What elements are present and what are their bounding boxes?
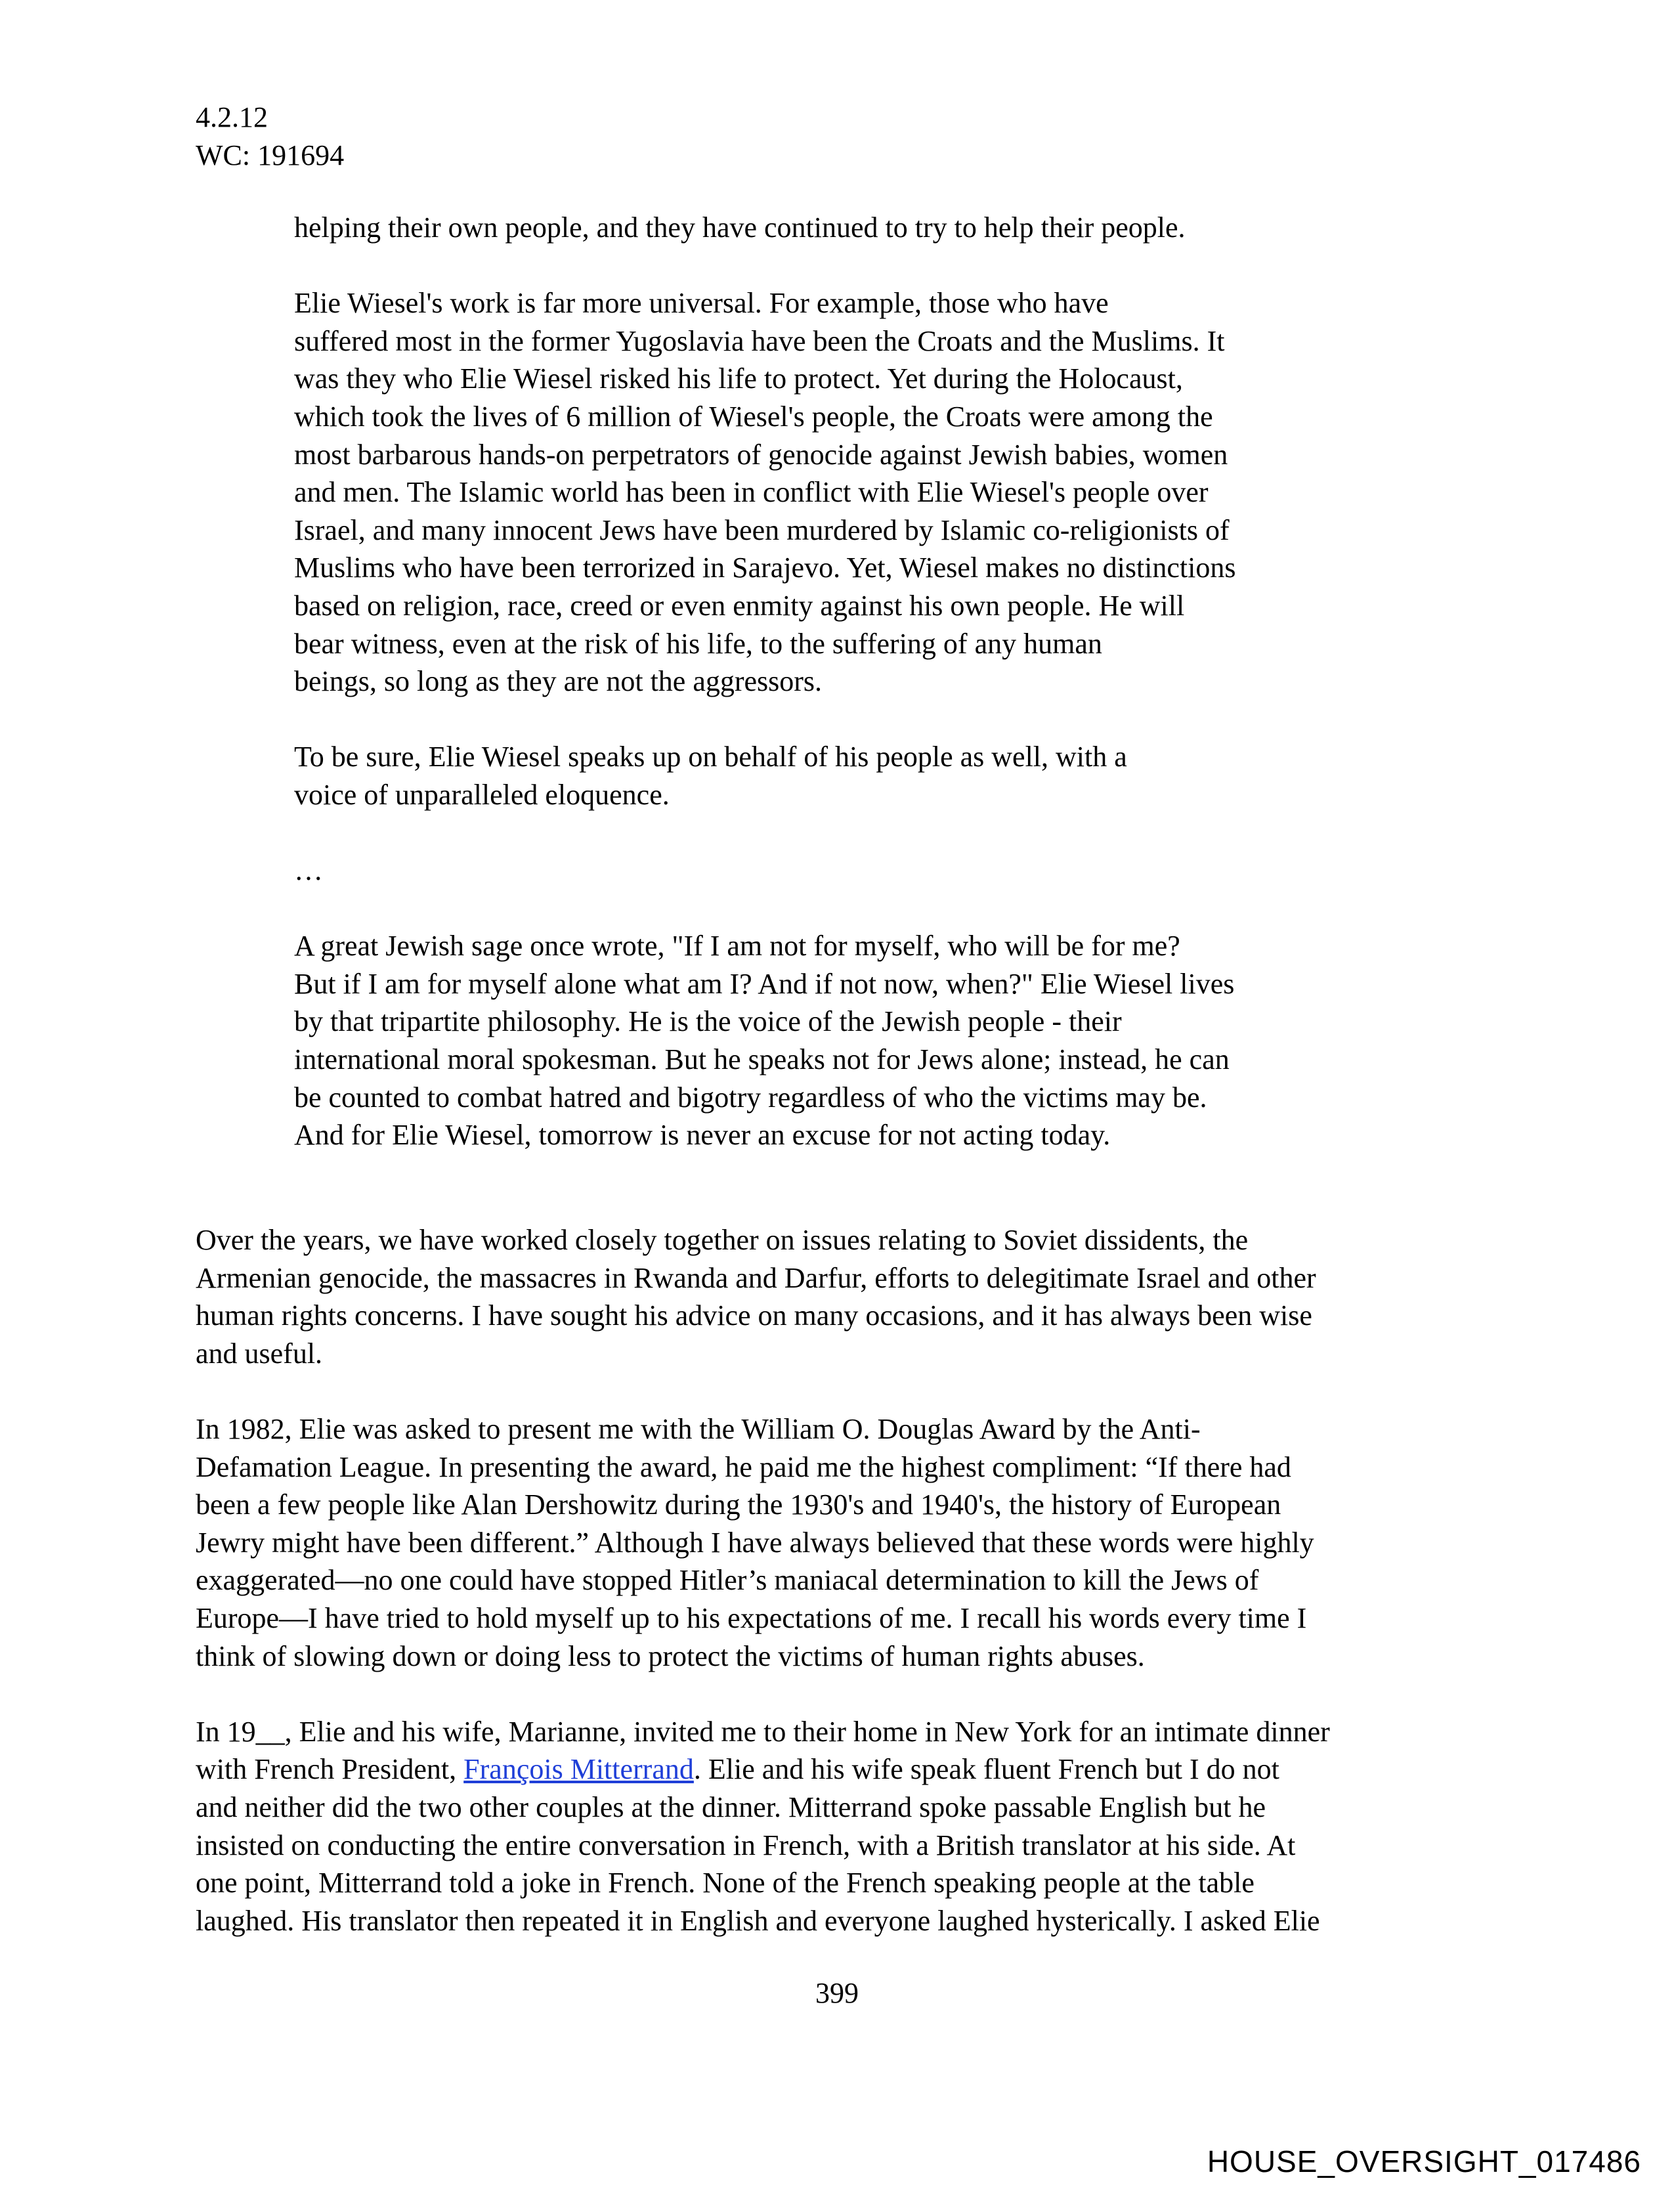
body-paragraph-2 xyxy=(196,1410,1495,1675)
text-line: most barbarous hands-on perpetrators of genocide against Jewish babies, women xyxy=(294,438,1228,471)
text-line: Europe—I have tried to hold myself up to his expectations of me. I recall his words every time I xyxy=(196,1601,1307,1634)
text-line: Jewry might have been different.” Although I have always believed that these words were highly xyxy=(196,1526,1314,1559)
text-line: was they who Elie Wiesel risked his life to protect. Yet during the Holocaust, xyxy=(294,362,1183,395)
body-paragraph-1 xyxy=(196,1221,1495,1372)
text-line: Armenian genocide, the massacres in Rwanda and Darfur, efforts to delegitimate Israel and other xyxy=(196,1261,1316,1294)
text-line: and men. The Islamic world has been in conflict with Elie Wiesel's people over xyxy=(294,476,1209,509)
text-line: suffered most in the former Yugoslavia have been the Croats and the Muslims. It xyxy=(294,324,1225,357)
text-line: voice of unparalleled eloquence. xyxy=(294,778,670,811)
text-line: and neither did the two other couples at the dinner. Mitterrand spoke passable English but he xyxy=(196,1790,1266,1823)
text-line: international moral spokesman. But he speaks not for Jews alone; instead, he can xyxy=(294,1043,1230,1076)
text-line: exaggerated—no one could have stopped Hitler’s maniacal determination to kill the Jews of xyxy=(196,1564,1259,1597)
text-line: Muslims who have been terrorized in Sarajevo. Yet, Wiesel makes no distinctions xyxy=(294,552,1236,584)
text-line: And for Elie Wiesel, tomorrow is never an excuse for not acting today. xyxy=(294,1119,1111,1152)
page-header xyxy=(196,98,344,175)
quote-paragraph-1 xyxy=(294,209,1410,247)
text-line: Defamation League. In presenting the award, he paid me the highest compliment: “If there had xyxy=(196,1450,1291,1483)
header-date: 4.2.12 xyxy=(196,101,268,133)
text-line: A great Jewish sage once wrote, "If I am not for myself, who will be for me? xyxy=(294,930,1180,963)
text-line: But if I am for myself alone what am I? And if not now, when?" Elie Wiesel lives xyxy=(294,967,1235,1000)
text-line: one point, Mitterrand told a joke in French. None of the French speaking people at the table xyxy=(196,1867,1255,1899)
text-line: insisted on conducting the entire conversation in French, with a British translator at his side. At xyxy=(196,1829,1296,1861)
text-line xyxy=(196,1750,1495,1789)
text-line: human rights concerns. I have sought his advice on many occasions, and it has always been wise xyxy=(196,1299,1312,1332)
text-line: helping their own people, and they have continued to try to help their people. xyxy=(294,211,1186,244)
bates-number: HOUSE_OVERSIGHT_017486 xyxy=(1207,2144,1641,2179)
text-line: Elie Wiesel's work is far more universal. For example, those who have xyxy=(294,287,1109,320)
text-line: and useful. xyxy=(196,1337,323,1370)
text-line: laughed. His translator then repeated it in English and everyone laughed hysterically. I asked Elie xyxy=(196,1904,1320,1937)
quote-paragraph-3 xyxy=(294,738,1410,813)
text-line: which took the lives of 6 million of Wiesel's people, the Croats were among the xyxy=(294,400,1213,433)
text-line: In 1982, Elie was asked to present me with the William O. Douglas Award by the Anti- xyxy=(196,1412,1201,1445)
mitterrand-link[interactable]: François Mitterrand xyxy=(463,1753,694,1786)
block-quote xyxy=(294,209,1410,1154)
page-number: 399 xyxy=(815,1977,859,2009)
text-line: be counted to combat hatred and bigotry regardless of who the victims may be. xyxy=(294,1081,1207,1114)
body-text xyxy=(196,1221,1495,1940)
text-fragment: . Elie and his wife speak fluent French but I do not xyxy=(693,1753,1279,1786)
text-line: beings, so long as they are not the aggressors. xyxy=(294,665,823,698)
text-line: based on religion, race, creed or even enmity against his own people. He will xyxy=(294,589,1185,622)
ellipsis: … xyxy=(294,854,323,887)
text-line: by that tripartite philosophy. He is the voice of the Jewish people - their xyxy=(294,1005,1122,1038)
text-line: In 19__, Elie and his wife, Marianne, invited me to their home in New York for an intimate dinner xyxy=(196,1715,1330,1748)
text-line: bear witness, even at the risk of his life, to the suffering of any human xyxy=(294,627,1102,660)
text-line: been a few people like Alan Dershowitz during the 1930's and 1940's, the history of European xyxy=(196,1488,1281,1521)
quote-paragraph-2 xyxy=(294,284,1410,701)
header-word-count: WC: 191694 xyxy=(196,139,345,171)
body-paragraph-3 xyxy=(196,1713,1495,1940)
text-line: To be sure, Elie Wiesel speaks up on behalf of his people as well, with a xyxy=(294,741,1127,773)
text-line: Over the years, we have worked closely together on issues relating to Soviet dissidents, the xyxy=(196,1224,1249,1256)
quote-paragraph-4 xyxy=(294,927,1410,1154)
text-line: Israel, and many innocent Jews have been murdered by Islamic co-religionists of xyxy=(294,513,1230,546)
text-fragment: with French President, xyxy=(196,1753,464,1786)
text-line: think of slowing down or doing less to protect the victims of human rights abuses. xyxy=(196,1639,1145,1672)
